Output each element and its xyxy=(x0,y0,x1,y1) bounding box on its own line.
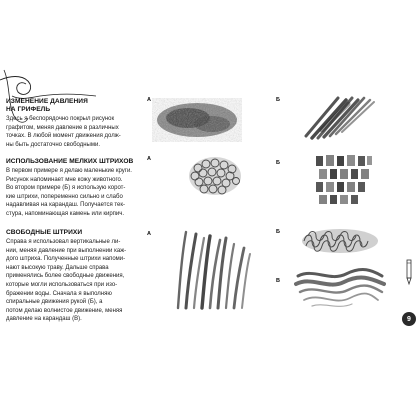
text-line: Во втором примере (Б) я использую корот- xyxy=(6,185,126,192)
graphite-sample-pressure xyxy=(152,98,242,142)
title-line: СВОБОДНЫЕ ШТРИХИ xyxy=(6,229,83,236)
text-line: бражении воды. Сначала я выполняю xyxy=(6,290,112,297)
text-line: В первом примере я делаю маленькие круги. xyxy=(6,168,132,174)
label-b: Б xyxy=(276,229,280,235)
title-line: ИЗМЕНЕНИЕ ДАВЛЕНИЯ xyxy=(6,98,88,105)
page-number: 9 xyxy=(402,312,416,326)
section-free-strokes xyxy=(6,229,138,324)
text-line: графитом, меняя давление в различных xyxy=(6,124,119,131)
text-line: применялись более свободные движения, xyxy=(6,273,125,280)
graphite-sample-spiral xyxy=(300,226,380,256)
text-line: нии, меняя давление при выполнении каж- xyxy=(6,247,127,254)
text-line: Здесь я беспорядочно покрыл рисунок xyxy=(6,116,115,122)
title-line: НА ГРИФЕЛЬ xyxy=(6,106,51,113)
text-line: надавливая на карандаш. Получается тек- xyxy=(6,202,126,209)
label-a: А xyxy=(147,231,151,237)
graphite-sample-bricks xyxy=(314,152,374,208)
graphite-sample-waves xyxy=(294,266,386,312)
text-line: точках. В любой момент движения долж- xyxy=(6,133,121,140)
section-title xyxy=(6,158,138,166)
section-text xyxy=(6,167,138,219)
text-line: дого штриха. Полученные штрихи напоми- xyxy=(6,256,126,263)
graphite-sample-grass xyxy=(170,230,258,310)
text-line: которые могли использоваться при изо- xyxy=(6,281,118,288)
text-line: стура, напоминающая камень или кирпич. xyxy=(6,210,125,217)
text-line: кие штрихи, попеременно сильно и слабо xyxy=(6,193,123,200)
section-title xyxy=(6,98,138,114)
text-line: ны быть достаточно свободными. xyxy=(6,141,101,148)
section-title xyxy=(6,229,138,237)
graphite-sample-diagonal xyxy=(300,90,380,142)
section-pressure xyxy=(6,98,138,149)
section-small-strokes xyxy=(6,158,138,219)
label-b: Б xyxy=(276,160,280,166)
text-line: Рисунок напоминает мне кожу животного. xyxy=(6,176,123,183)
label-b: Б xyxy=(276,97,280,103)
title-line: ИСПОЛЬЗОВАНИЕ МЕЛКИХ ШТРИХОВ xyxy=(6,158,134,165)
label-a: А xyxy=(147,97,151,103)
text-line: давление на карандаш (В). xyxy=(6,316,82,323)
label-v: В xyxy=(276,278,280,284)
text-line: Справа я использовал вертикальные ли- xyxy=(6,239,121,245)
label-a: А xyxy=(147,156,151,162)
section-text xyxy=(6,115,138,149)
pencil-icon xyxy=(404,258,414,286)
text-line: спиральные движения рукой (Б), а xyxy=(6,299,103,306)
text-line: потом делаю волнистое движение, меняя xyxy=(6,307,123,314)
text-line: нают высокую траву. Дальше справа xyxy=(6,264,109,271)
section-text xyxy=(6,238,138,324)
graphite-sample-circles xyxy=(186,154,244,198)
